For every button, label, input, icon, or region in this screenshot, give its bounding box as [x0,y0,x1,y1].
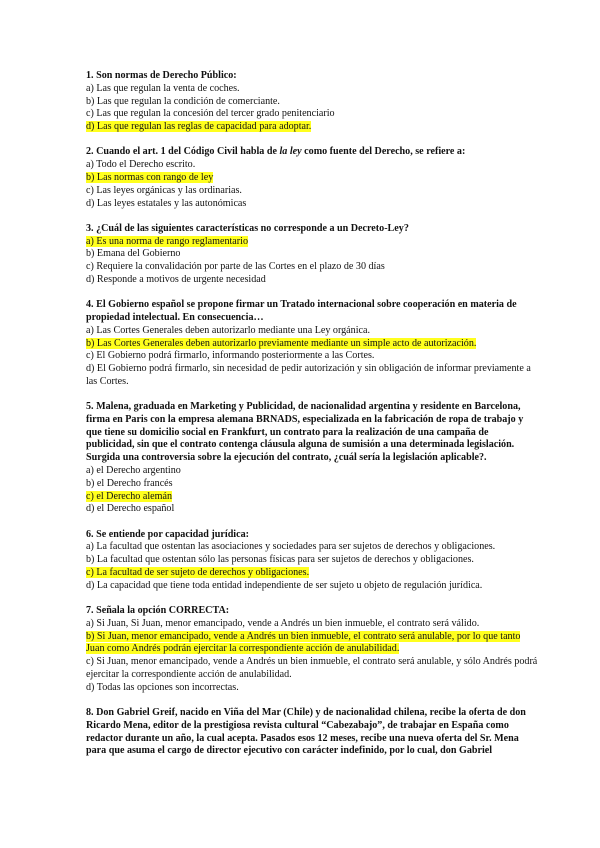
option-b-highlighted: b) Si Juan, menor emancipado, vende a Andrés un bien inmueble, el contrato será anulable, por lo que tanto Juan como Andrés podrán ejercitar la correspondiente acción de anulabilidad. [86,630,521,655]
question-3 [86,223,538,287]
question-title: 1. Son normas de Derecho Público: [86,70,237,81]
option-c: c) Las leyes orgánicas y las ordinarias. [86,184,242,196]
question-title: 7. Señala la opción CORRECTA: [86,605,230,617]
option-c: c) Si Juan, menor emancipado, vende a Andrés un bien inmueble, el contrato será anulable, y sólo Andrés podrá ejercitar la correspondiente acción de anulabilidad. [86,656,538,681]
question-title: 2. Cuando el art. 1 del Código Civil habla de la ley como fuente del Derecho, se refiere a: [86,146,466,158]
option-d: d) El Gobierno podrá firmarlo, sin necesidad de pedir autorización y sin obligación de informar previamente a las Cortes. [86,363,531,387]
option-b: b) el Derecho francés [86,477,173,489]
question-title: 6. Se entiende por capacidad jurídica: [86,528,249,540]
option-d: d) Las leyes estatales y las autonómicas [86,197,247,209]
option-a: a) Todo el Derecho escrito. [86,159,196,171]
option-c-highlighted: c) el Derecho alemán [86,490,173,502]
option-b: b) La facultad que ostentan sólo las personas físicas para ser sujetos de derechos y obligaciones. [86,554,474,566]
question-1 [86,70,538,134]
option-a: a) el Derecho argentino [86,465,181,477]
option-c: c) Requiere la convalidación por parte de las Cortes en el plazo de 30 días [86,261,385,273]
question-2 [86,146,538,210]
option-a: a) Las Cortes Generales deben autorizarlo mediante una Ley orgánica. [86,324,370,336]
option-b-highlighted: b) Las Cortes Generales deben autorizarlo previamente mediante un simple acto de autorización. [86,337,477,349]
question-title: 5. Malena, graduada en Marketing y Publicidad, de nacionalidad argentina y residente en Barcelona, firma en Paris con la empresa alemana BRNADS, especializada en la fabricación de ropa de trabajo y que tiene su domicilio social en Frankfurt, un contrato para la realización de una campaña de publicidad, sin que el contrato contenga cláusula alguna de sumisión a una determinada legislación. Surgida una controversia sobre la ejecución del contrato, ¿cuál sería la legislación aplicable?. [86,401,524,464]
option-c-highlighted: c) La facultad de ser sujeto de derechos y obligaciones. [86,567,310,579]
option-c: c) El Gobierno podrá firmarlo, informando posteriormente a las Cortes. [86,350,375,362]
question-title: 4. El Gobierno español se propone firmar un Tratado internacional sobre cooperación en materia de propiedad intelectual. En consecuencia… [86,299,517,323]
option-d: d) Responde a motivos de urgente necesidad [86,273,266,285]
option-c: c) Las que regulan la concesión del tercer grado penitenciario [86,108,335,120]
question-8 [86,707,538,758]
option-a: a) La facultad que ostentan las asociaciones y sociedades para ser sujetos de derechos y obligaciones. [86,541,496,553]
question-5 [86,401,538,516]
option-d-highlighted: d) Las que regulan las reglas de capacidad para adoptar. [86,121,312,133]
option-a-highlighted: a) Es una norma de rango reglamentario [86,235,248,247]
option-a: a) Las que regulan la venta de coches. [86,82,240,94]
option-a: a) Si Juan, Si Juan, menor emancipado, vende a Andrés un bien inmueble, el contrato será válido. [86,617,480,629]
question-6 [86,529,538,593]
question-7 [86,605,538,695]
question-title: 8. Don Gabriel Greif, nacido en Viña del Mar (Chile) y de nacionalidad chilena, recibe la oferta de don Ricardo Mena, editor de la prestigiosa revista cultural “Cabezabajo”, de trabajar en España como redactor durante un año, la cual acepta. Pasados esos 12 meses, recibe una nueva oferta del Sr. Mena para que asuma el cargo de director ejecutivo con carácter indefinido, por lo cual, don Gabriel [86,707,526,757]
question-4 [86,299,538,389]
option-b: b) Emana del Gobierno [86,248,181,260]
option-d: d) Todas las opciones son incorrectas. [86,681,239,693]
question-title: 3. ¿Cuál de las siguientes características no corresponde a un Decreto-Ley? [86,222,409,234]
option-d: d) La capacidad que tiene toda entidad independiente de ser sujeto u objeto de regulación jurídica. [86,579,483,591]
option-d: d) el Derecho español [86,503,175,515]
option-b-highlighted: b) Las normas con rango de ley [86,171,214,183]
option-b: b) Las que regulan la condición de comerciante. [86,95,280,107]
